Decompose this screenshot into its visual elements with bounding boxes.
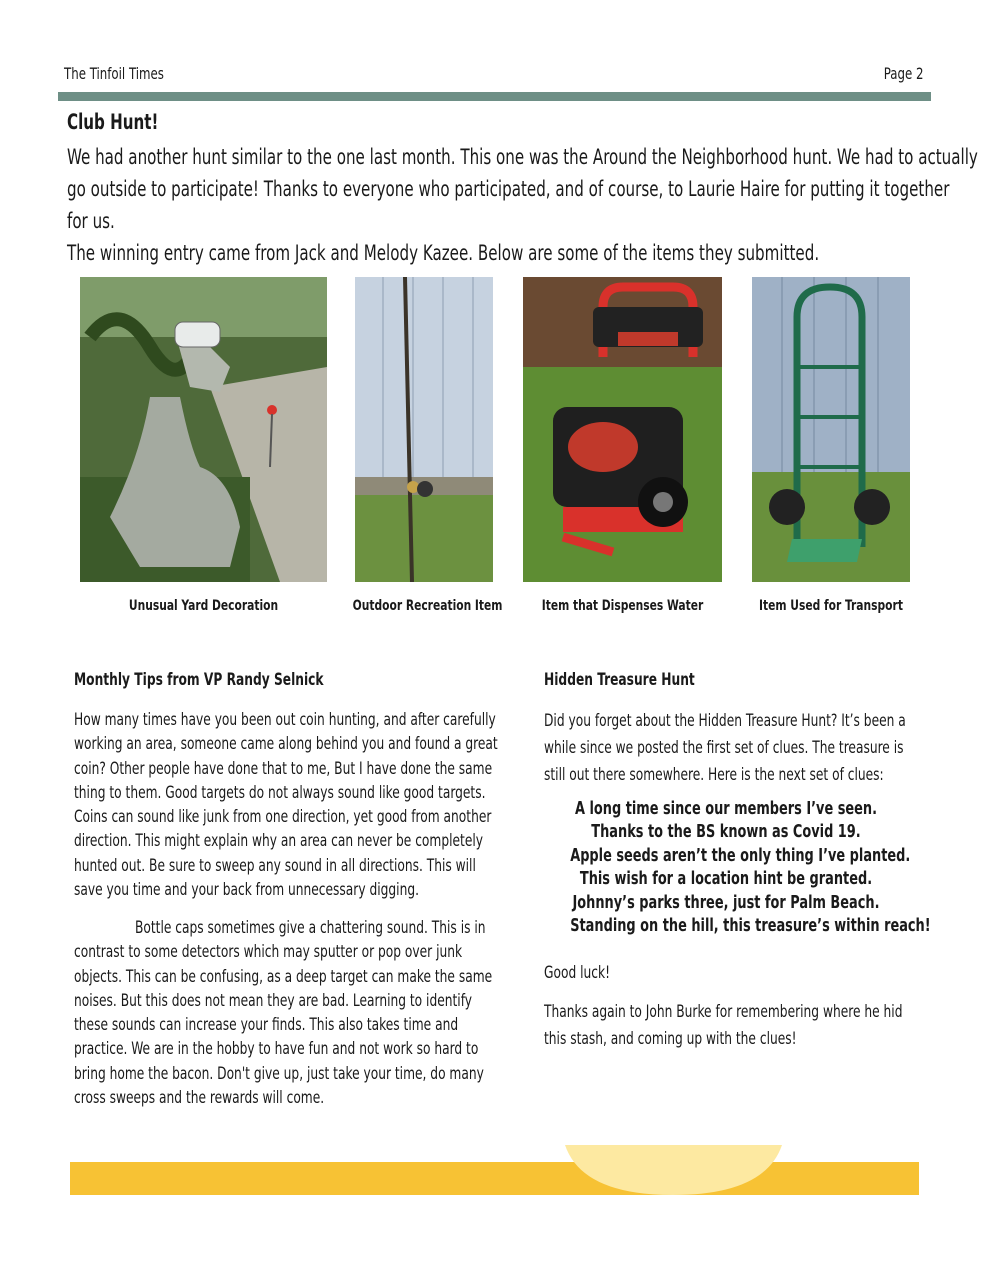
tips-paragraph-2: Bottle caps sometimes give a chattering sound. This is in contrast to some detectors which may sputter or pop over junk objects. This can be confusing, as a deep target can make the same noises. But this does not mean they are bad. Learning to identify these sounds can increase your finds. This also takes time and practice. We are in the hobby to have fun and not work so hard to bring home the bacon. Don't give up, just take your time, do many cross sweeps and the rewards will come. xyxy=(74,918,493,1109)
photo-caption: Item that Dispenses Water xyxy=(541,598,704,614)
clue-line: Thanks to the BS known as Covid 19. xyxy=(591,822,861,843)
treasure-clues xyxy=(536,798,931,938)
fishing-rod-photo xyxy=(355,277,493,582)
photo-caption: Unusual Yard Decoration xyxy=(128,598,279,614)
tips-heading: Monthly Tips from VP Randy Selnick xyxy=(74,670,324,690)
clue-line: A long time since our members I’ve seen. xyxy=(574,799,878,819)
photo-caption: Outdoor Recreation Item xyxy=(352,598,503,614)
pressure-washer-photo xyxy=(523,277,722,582)
newsletter-title: The Tinfoil Times xyxy=(64,64,164,83)
treasure-heading: Hidden Treasure Hunt xyxy=(544,670,695,690)
footer-bowl-shape xyxy=(565,1145,782,1195)
clue-line: Apple seeds aren’t the only thing I’ve planted. xyxy=(570,845,911,866)
club-hunt-line: for us. xyxy=(67,209,115,233)
page-number: Page 2 xyxy=(884,64,924,83)
club-hunt-line: We had another hunt similar to the one last month. This one was the Around the Neighborhood hunt. We had to actually xyxy=(67,145,978,169)
club-hunt-line: The winning entry came from Jack and Melody Kazee. Below are some of the items they submitted. xyxy=(67,241,820,265)
photo-caption: Item Used for Transport xyxy=(759,598,903,614)
club-hunt-text xyxy=(67,141,990,269)
tips-paragraph-1: How many times have you been out coin hunting, and after carefully working an area, someone came along behind you and found a great coin? Other people have done that to me, But I have done the same thing to them. Good targets do not always sound like good targets. Coins can sound like junk from one direction, yet good from another direction. This might explain why an area can never be completely hunted out. Be sure to sweep any sound in all directions. This will save you time and your back from unnecessary digging. xyxy=(74,710,498,901)
horse-statue-photo xyxy=(80,277,327,582)
treasure-thanks: Thanks again to John Burke for remembering where he hid this stash, and coming up with the clues! xyxy=(544,1002,903,1049)
hand-truck-photo xyxy=(752,277,910,582)
club-hunt-heading: Club Hunt! xyxy=(67,110,159,134)
footer-bar xyxy=(70,1162,919,1195)
treasure-intro: Did you forget about the Hidden Treasure Hunt? It’s been a while since we posted the first set of clues. The treasure is still out there somewhere. Here is the next set of clues: xyxy=(544,711,906,785)
club-hunt-line: go outside to participate! Thanks to everyone who participated, and of course, to Laurie Haire for putting it together xyxy=(67,177,950,201)
clue-line: This wish for a location hint be granted. xyxy=(579,869,873,890)
header-rule xyxy=(58,92,931,101)
clue-line: Standing on the hill, this treasure’s within reach! xyxy=(570,916,931,937)
good-luck-text: Good luck! xyxy=(544,963,610,983)
clue-line: Johnny’s parks three, just for Palm Beach. xyxy=(572,892,880,913)
